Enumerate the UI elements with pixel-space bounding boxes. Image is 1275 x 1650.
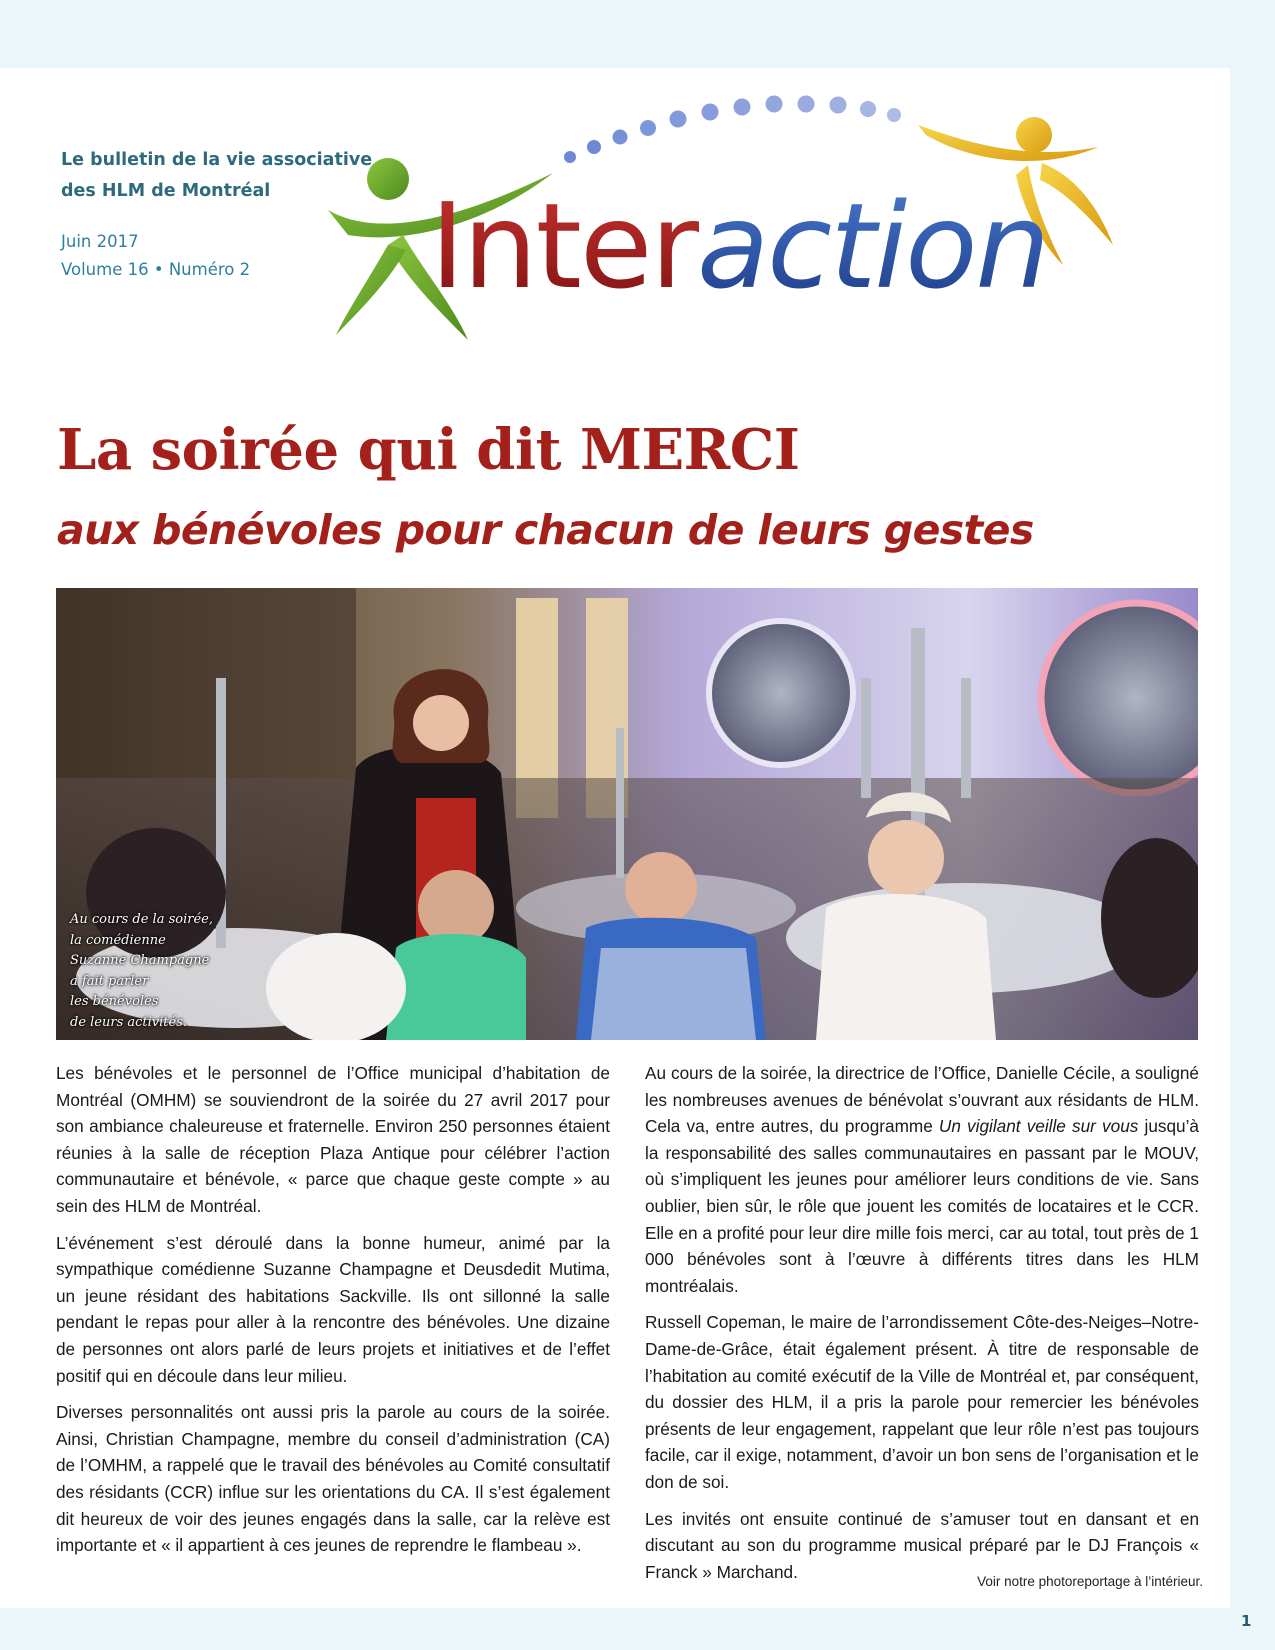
page-number: 1 [1241, 1612, 1252, 1630]
article-headline: La soirée qui dit MERCI [57, 417, 800, 483]
issue-date: Juin 2017 [61, 232, 139, 251]
caption-line: Suzanne Champagne [70, 953, 210, 968]
interaction-logo [328, 95, 1168, 365]
issue-volume: Volume 16 • Numéro 2 [61, 260, 251, 279]
article-column-right [645, 1060, 1199, 1595]
paragraph: Diverses personnalités ont aussi pris la parole au cours de la soirée. Ainsi, Christian Champagne, membre du conseil d’administration (CA) de l’OMHM, a rappelé que le travail des bénévoles au Comité consultatif des résidants (CCR) influe sur les orientations du CA. Il s’est également dit heureux de voir des jeunes engagés dans la salle, car la relève est importante et « il appartient à ces jeunes de reprendre le flambeau ». [56, 1402, 610, 1556]
logo-wordmark-part2: action [696, 177, 1049, 315]
paragraph: L’événement s’est déroulé dans la bonne humeur, animé par la sympathique comédienne Suzanne Champagne et Deusdedit Mutima, un jeune résidant des habitations Sackville. Ils ont sillonné la salle pendant le repas pour aller à la rencontre des bénévoles. Une dizaine de personnes ont alors parlé de leurs projets et initiatives et de l’effet positif qui en découle dans leur milieu. [56, 1232, 610, 1386]
see-more-note: Voir notre photoreportage à l’intérieur. [977, 1574, 1203, 1589]
paragraph: Les bénévoles et le personnel de l’Office municipal d’habitation de Montréal (OMHM) se souviendront de la soirée du 27 avril 2017 pour son ambiance chaleureuse et fraternelle. Environ 250 personnes étaient réunies à la salle de réception Plaza Antique pour célébrer l’action communautaire et bénévole, « parce que chaque geste compte » au sein des HLM de Montréal. [56, 1063, 610, 1216]
program-name: Un vigilant veille sur vous [938, 1116, 1139, 1137]
paragraph: Russell Copeman, le maire de l’arrondissement Côte-des-Neiges–Notre-Dame-de-Grâce, était également présent. À titre de responsable de l’habitation au comité exécutif de la Ville de Montréal et, par conséquent, du dossier des HLM, il a pris la parole pour remercier les bénévoles présents de leur engagement, rappelant que leur rôle n’est pas toujours facile, car il exige, notamment, d’avoir un bon sens de l’organisation et le don de soi. [645, 1312, 1199, 1492]
paragraph: Les invités ont ensuite continué de s’amuser tout en dansant et en discutant au son du programme musical préparé par le DJ François « Franck » Marchand. [645, 1508, 1199, 1582]
tagline-line-1: Le bulletin de la vie associative [61, 150, 373, 170]
caption-line: les bénévoles [70, 994, 159, 1009]
event-photo [56, 588, 1198, 1040]
caption-line: Au cours de la soirée, [70, 912, 213, 927]
logo-wordmark-part1: Inter [430, 177, 697, 315]
issue-info [61, 228, 250, 284]
paragraph-text: jusqu’à la responsabilité des salles communautaires en passant par le MOUV, où s’impliquent les jeunes pour améliorer leurs conditions de vie. Sans oublier, bien sûr, le rôle que jouent les comités de locataires et le CCR. Elle en a profité pour leur dire mille fois merci, car au total, tout près de 1 000 bénévoles sont à l’œuvre à différents titres dans les HLM montréalais. [645, 1116, 1199, 1296]
photo-caption [70, 910, 213, 1033]
article-column-left [56, 1060, 610, 1569]
article-subheadline: aux bénévoles pour chacun de leurs gestes [57, 506, 1034, 554]
caption-line: la comédienne [70, 932, 166, 948]
dot-arc [564, 96, 901, 164]
paragraph-text: Au cours de la soirée, la directrice de l’Office, Danielle Cécile, a souligné les nombreuses avenues de bénévolat s’ouvrant aux résidants de HLM. Cela va, entre autres, du programme [645, 1063, 1199, 1137]
tagline-line-2: des HLM de Montréal [61, 181, 271, 201]
caption-line: de leurs activités. [70, 1014, 188, 1030]
paragraph [645, 1060, 1199, 1299]
newsletter-tagline [61, 145, 372, 207]
caption-line: a fait parler [70, 973, 149, 989]
logo-wordmark [430, 177, 1048, 315]
